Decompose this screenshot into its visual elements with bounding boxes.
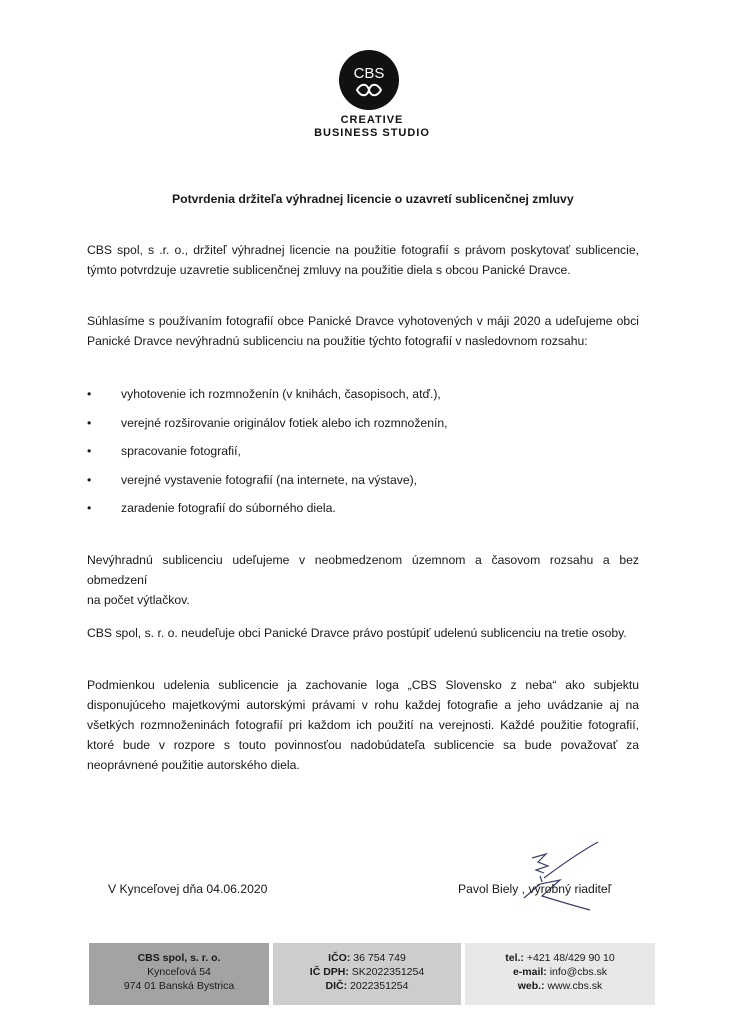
- footer-company-name: CBS spol, s. r. o.: [137, 952, 221, 964]
- list-item-text: spracovanie fotografií,: [121, 444, 241, 458]
- bullet-icon: •: [87, 473, 92, 487]
- paragraph-5-line-4: ktoré bude v rozpore s touto povinnosťou nadobúdateľa sublicencie sa bude považovať za: [87, 738, 639, 752]
- paragraph-3-line-2: na počet výtlačkov.: [87, 593, 190, 607]
- footer-web: web.: www.cbs.sk: [517, 980, 603, 992]
- signatory-name: Pavol Biely , výrobný riaditeľ: [458, 882, 612, 896]
- paragraph-2: [87, 311, 639, 351]
- footer-email: e-mail: info@cbs.sk: [512, 966, 608, 978]
- place-and-date: V Kynceľovej dňa 04.06.2020: [108, 882, 268, 896]
- paragraph-1-line-2: týmto potvrdzuje uzavretie sublicenčnej zmluvy na použitie diela s obcou Panické Dravce.: [87, 263, 571, 277]
- paragraph-4: CBS spol, s. r. o. neudeľuje obci Panické Dravce právo postúpiť udelenú sublicenciu na tretie osoby.: [87, 626, 627, 640]
- bullet-icon: •: [87, 501, 92, 515]
- paragraph-2-line-1: Súhlasíme s používaním fotografií obce Panické Dravce vyhotovených v máji 2020 a udeľujeme obci: [87, 314, 639, 328]
- footer-city: 974 01 Banská Bystrica: [123, 980, 235, 992]
- footer-dic: DIČ: 2022351254: [325, 980, 409, 992]
- list-item-text: vyhotovenie ich rozmnoženín (v knihách, časopisoch, atď.),: [121, 387, 441, 401]
- list-item-text: zaradenie fotografií do súborného diela.: [121, 501, 336, 515]
- paragraph-1-line-1: CBS spol, s .r. o., držiteľ výhradnej licencie na použitie fotografií s právom poskytovať sublicencie,: [87, 243, 639, 257]
- paragraph-5: [87, 675, 639, 775]
- logo-line-1: CREATIVE: [340, 114, 404, 126]
- bullet-icon: •: [87, 387, 92, 401]
- paragraph-5-line-2: disponujúceho majetkovými autorskými právami v rohu každej fotografie a jeho uvádzanie aj na: [87, 698, 639, 712]
- bullet-icon: •: [87, 416, 92, 430]
- footer-company-block: [89, 943, 269, 1005]
- handwritten-signature: [500, 840, 610, 915]
- document-title: Potvrdenia držiteľa výhradnej licencie o uzavretí sublicenčnej zmluvy: [172, 192, 574, 206]
- paragraph-5-line-3: všetkých rozmnoženinách fotografií pri každom ich použití na verejnosti. Každé použitie fotografií,: [87, 718, 639, 732]
- list-item-text: verejné rozširovanie originálov fotiek alebo ich rozmnoženín,: [121, 416, 448, 430]
- footer-icdph: IČ DPH: SK2022351254: [309, 966, 425, 978]
- paragraph-5-line-1: Podmienkou udelenia sublicencie ja zachovanie loga „CBS Slovensko z neba“ ako subjektu: [87, 678, 639, 692]
- logo-letters: CBS: [353, 65, 385, 82]
- footer-street: Kynceľová 54: [147, 966, 211, 978]
- footer-ico: IČO: 36 754 749: [328, 952, 406, 964]
- paragraph-1: [87, 240, 639, 280]
- footer-contact-block: [465, 943, 655, 1005]
- bullet-icon: •: [87, 444, 92, 458]
- footer-ids-block: [273, 943, 461, 1005]
- paragraph-5-line-5: neoprávnené použitie autorského diela.: [87, 758, 300, 772]
- paragraph-2-line-2: Panické Dravce nevýhradnú sublicenciu na použitie týchto fotografií v nasledovnom rozsahu:: [87, 334, 588, 348]
- list-item-text: verejné vystavenie fotografií (na internete, na výstave),: [121, 473, 418, 487]
- paragraph-3: [87, 550, 639, 610]
- paragraph-3-line-1: Nevýhradnú sublicenciu udeľujeme v neobmedzenom územnom a časovom rozsahu a bez obmedzení: [87, 553, 639, 587]
- logo-line-2: BUSINESS STUDIO: [314, 127, 430, 139]
- footer-tel: tel.: +421 48/429 90 10: [505, 952, 615, 964]
- cbs-logo: [339, 50, 399, 110]
